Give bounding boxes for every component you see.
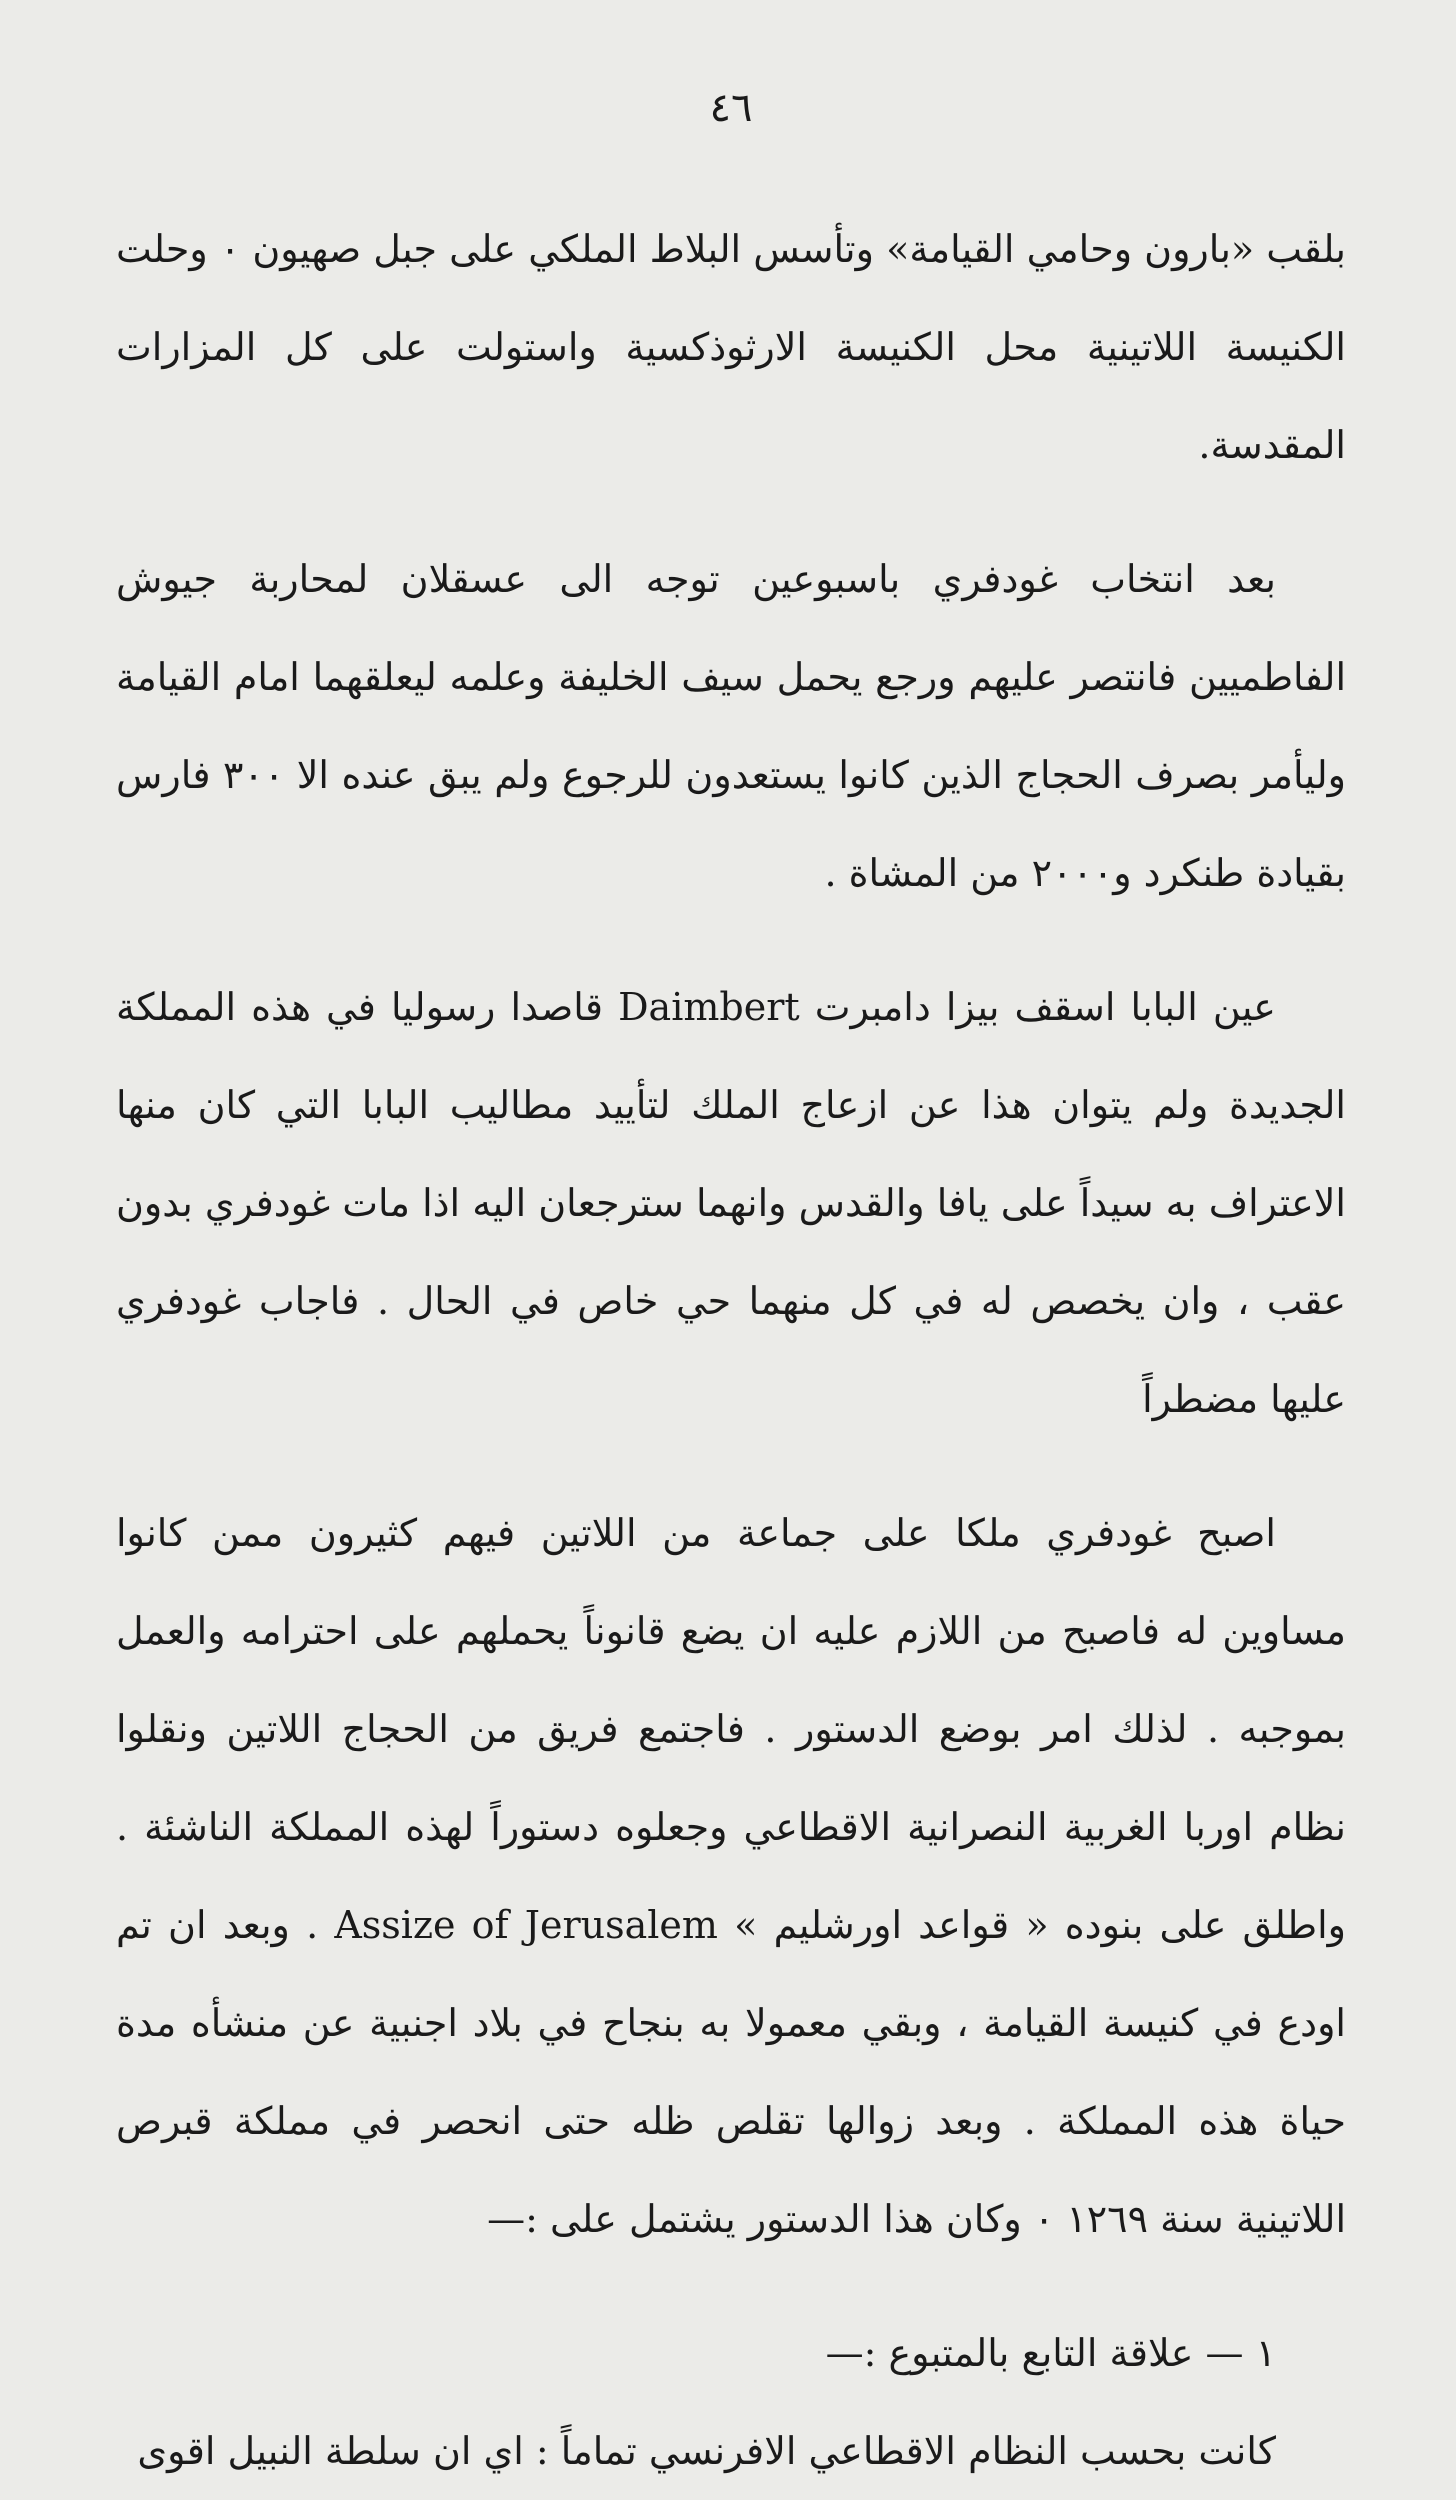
paragraph-2: بعد انتخاب غودفري باسبوعين توجه الى عسقلان لمحاربة جيوش الفاطميين فانتصر عليهم ورجع يحمل سيف الخليفة وعلمه ليعلقهما امام القيامة وليأمر بصرف الحجاج الذين كانوا يستعدون للرجوع ولم يبق عنده الا ٣٠٠ فارس بقيادة طنكرد و٢٠٠٠ من المشاة . <box>116 557 1346 895</box>
paragraph-5: ١ — علاقة التابع بالمتبوع :— <box>825 2331 1276 2375</box>
paragraph-1: بلقب «بارون وحامي القيامة» وتأسس البلاط الملكي على جبل صهيون ٠ وحلت الكنيسة اللاتينية محل الكنيسة الارثوذكسية واستولت على كل المزارات المقدسة. <box>116 227 1346 467</box>
body-text <box>116 200 1346 2500</box>
page-number: ٤٦ <box>709 85 753 131</box>
paragraph-6: كانت بحسب النظام الاقطاعي الافرنسي تماماً : اي ان سلطة النبيل اقوى <box>137 2429 1276 2473</box>
paragraph-3: عين البابا اسقف بيزا دامبرت Daimbert قاصدا رسوليا في هذه المملكة الجديدة ولم يتوان هذا عن ازعاج الملك لتأييد مطاليب البابا التي كان منها الاعتراف به سيداً على يافا والقدس وانهما سترجعان اليه اذا مات غودفري بدون عقب ، وان يخصص له في كل منهما حي خاص في الحال . فاجاب غودفري عليها مضطراً <box>116 985 1346 1421</box>
paragraph-4: اصبح غودفري ملكا على جماعة من اللاتين فيهم كثيرون ممن كانوا مساوين له فاصبح من اللازم عليه ان يضع قانوناً يحملهم على احترامه والعمل بموجبه . لذلك امر بوضع الدستور . فاجتمع فريق من الحجاج اللاتين ونقلوا نظام اوربا الغربية النصرانية الاقطاعي وجعلوه دستوراً لهذه المملكة الناشئة . واطلق على بنوده « قواعد اورشليم » Assize of Jerusalem . وبعد ان تم اودع في كنيسة القيامة ، وبقي معمولا به بنجاح في بلاد اجنبية عن منشأه مدة حياة هذه المملكة . وبعد زوالها تقلص ظله حتى انحصر في مملكة قبرص اللاتينية سنة ١٢٦٩ ٠ وكان هذا الدستور يشتمل على :— <box>116 1511 1346 2241</box>
